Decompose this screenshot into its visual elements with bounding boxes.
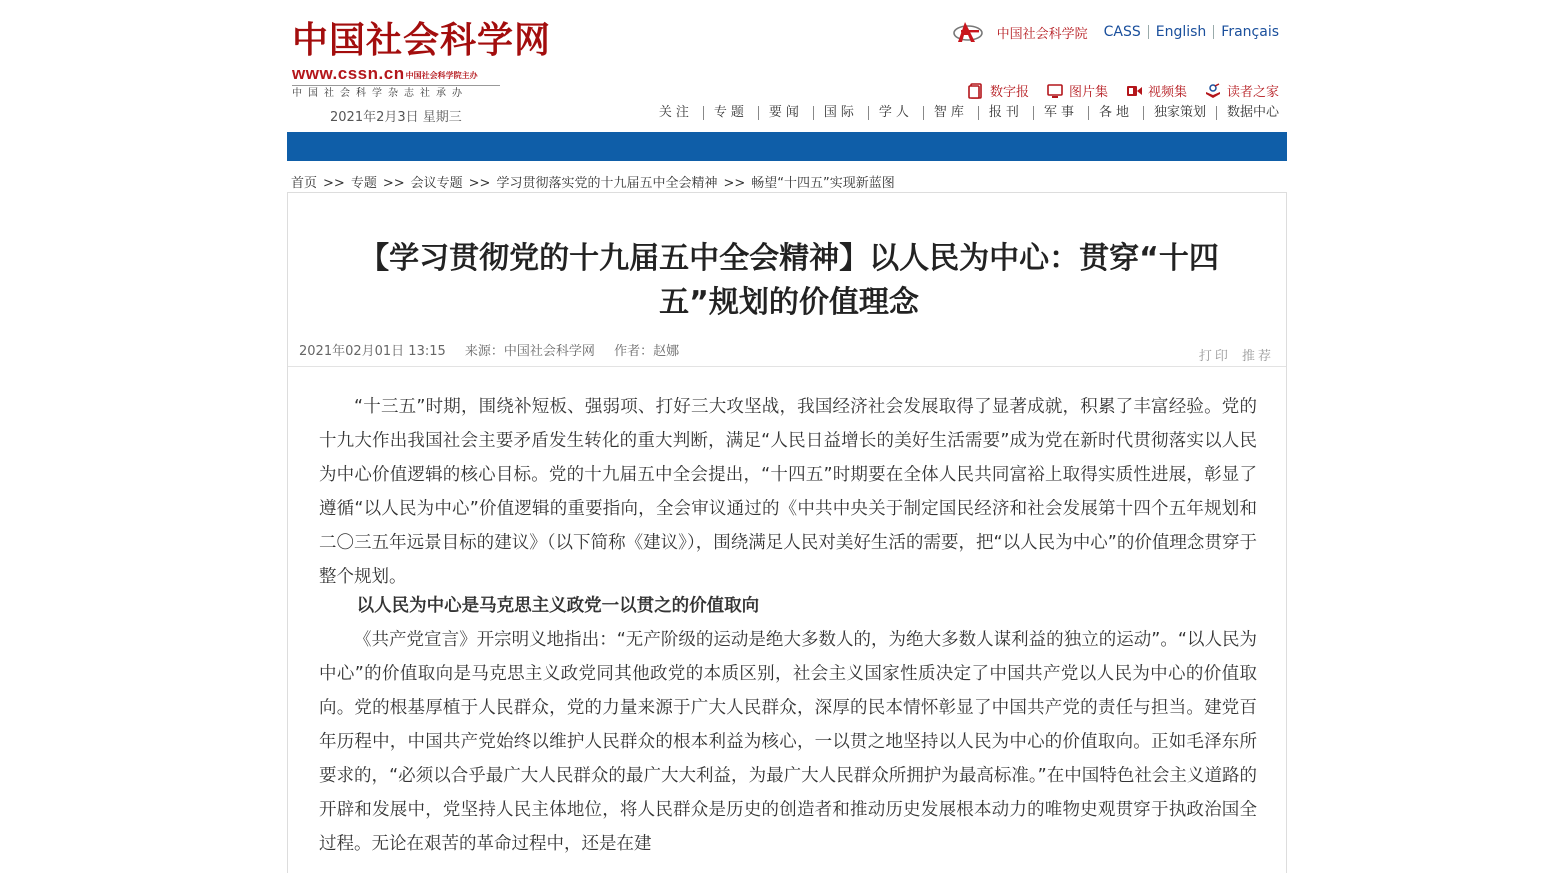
nav-item-regions[interactable]: 各地 <box>1088 106 1143 120</box>
meta-divider <box>288 366 1286 367</box>
breadcrumb-separator: >> <box>723 176 746 191</box>
nav-item-journals[interactable]: 报刊 <box>978 106 1033 120</box>
nav-item-topics[interactable]: 专题 <box>703 106 758 120</box>
article-subheading: 以人民为中心是马克思主义政党一以贯之的价值取向 <box>356 596 760 616</box>
nav-item-focus[interactable]: 关注 <box>658 105 693 120</box>
reader-home-icon <box>1205 83 1221 99</box>
article-tools <box>1199 345 1274 364</box>
article-paragraph: 《共产党宣言》开宗明义地指出：“无产阶级的运动是绝大多数人的，为绝大多数人谋利益的独立的运动”。“以人民为中心”的价值取向是马克思主义政党同其他政党的本质区别，社会主义国家性质决定了中国共产党以人民为中心的价值取向。党的根基厚植于人民群众，党的力量来源于广大人民群众，深厚的民本情怀彰显了中国共产党的责任与担当。建党百年历程中，中国共产党始终以维护人民群众的根本利益为核心，一以贯之地坚持以人民为中心的价值取向。正如毛泽东所要求的，“必须以合乎最广大人民群众的最广大大利益，为最广大人民群众所拥护为最高标准。”在中国特色社会主义道路的开辟和发展中，党坚持人民主体地位，将人民群众是历史的创造者和推动历史发展根本动力的唯物史观贯穿于执政治国全过程。无论在艰苦的革命过程中，还是在建 <box>319 630 1257 854</box>
logo-url-row <box>292 65 507 83</box>
top-links <box>953 20 1279 44</box>
nav-item-data-center[interactable]: 数据中心 <box>1216 106 1279 120</box>
breadcrumb-topics[interactable]: 专题 <box>350 176 377 191</box>
quick-link-label: 图片集 <box>1068 85 1108 100</box>
breadcrumb <box>291 172 895 191</box>
logo-subtitle: 中国社会科学杂志社承办 <box>292 88 468 99</box>
breadcrumb-separator: >> <box>382 176 405 191</box>
print-button[interactable]: 打印 <box>1198 349 1231 364</box>
cass-link[interactable]: 中国社会科学院 <box>996 26 1088 42</box>
logo-host: 中国社会科学院主办 <box>405 71 478 80</box>
breadcrumb-meetings[interactable]: 会议专题 <box>410 176 463 191</box>
breadcrumb-separator: >> <box>323 176 345 191</box>
article-author: 作者：赵娜 <box>614 344 680 359</box>
nav-item-international[interactable]: 国际 <box>813 106 868 120</box>
quick-link-videos[interactable] <box>1126 81 1187 100</box>
site-logo[interactable] <box>292 18 552 104</box>
lang-french-link[interactable]: Français <box>1213 25 1279 39</box>
breadcrumb-separator: >> <box>468 176 491 191</box>
nav-item-thinktank[interactable]: 智库 <box>923 106 978 120</box>
recommend-button[interactable]: 推荐 <box>1241 349 1274 364</box>
lang-cass-link[interactable]: CASS <box>1103 24 1141 40</box>
nav-color-bar <box>287 132 1287 161</box>
video-icon <box>1126 83 1142 99</box>
logo-chinese-name: 中国社会科学网 <box>292 19 552 61</box>
article-source: 来源：中国社会科学网 <box>464 344 595 359</box>
quick-link-label: 读者之家 <box>1226 85 1279 100</box>
nav-item-headlines[interactable]: 要闻 <box>758 106 813 120</box>
article-datetime: 2021年02月01日 13:15 <box>299 344 446 359</box>
main-nav <box>659 106 1279 120</box>
photo-gallery-icon <box>1047 83 1063 99</box>
quick-link-readers[interactable] <box>1205 81 1279 100</box>
nav-item-military[interactable]: 军事 <box>1033 106 1088 120</box>
article-panel <box>287 192 1287 873</box>
logo-divider <box>292 85 500 86</box>
article-body <box>319 390 1257 861</box>
lang-english-link[interactable]: English <box>1148 25 1214 39</box>
breadcrumb-home[interactable]: 首页 <box>291 176 318 191</box>
nav-item-exclusive[interactable]: 独家策划 <box>1143 106 1216 120</box>
page <box>287 0 1287 873</box>
logo-url: www.cssn.cn <box>292 64 405 83</box>
cass-logo-icon <box>953 20 987 44</box>
breadcrumb-current[interactable]: 畅望“十四五”实现新蓝图 <box>751 176 895 191</box>
quick-link-photos[interactable] <box>1047 81 1108 100</box>
article-paragraph: “十三五”时期，围绕补短板、强弱项、打好三大攻坚战，我国经济社会发展取得了显著成就，积累了丰富经验。党的十九大作出我国社会主要矛盾发生转化的重大判断，满足“人民日益增长的美好生活需要”成为党在新时代贯彻落实以人民为中心价值逻辑的核心目标。党的十九届五中全会提出，“十四五”时期要在全体人民共同富裕上取得实质性进展，彰显了遵循“以人民为中心”价值逻辑的重要指向，全会审议通过的《中共中央关于制定国民经济和社会发展第十四个五年规划和二〇三五年远景目标的建议》（以下简称《建议》），围绕满足人民对美好生活的需要，把“以人民为中心”的价值理念贯穿于整个规划。 <box>319 397 1257 587</box>
article-meta <box>299 340 694 359</box>
digital-paper-icon <box>968 83 984 99</box>
breadcrumb-plenum[interactable]: 学习贯彻落实党的十九届五中全会精神 <box>496 176 718 191</box>
quick-link-label: 视频集 <box>1147 85 1187 100</box>
article-title: 【学习贯彻党的十九届五中全会精神】以人民为中心：贯穿“十四五”规划的价值理念 <box>359 241 1219 320</box>
nav-item-scholars[interactable]: 学人 <box>868 106 923 120</box>
quick-links <box>950 81 1279 100</box>
quick-link-digital-paper[interactable] <box>968 81 1029 100</box>
current-date: 2021年2月3日 星期三 <box>330 110 462 125</box>
quick-link-label: 数字报 <box>989 85 1029 100</box>
